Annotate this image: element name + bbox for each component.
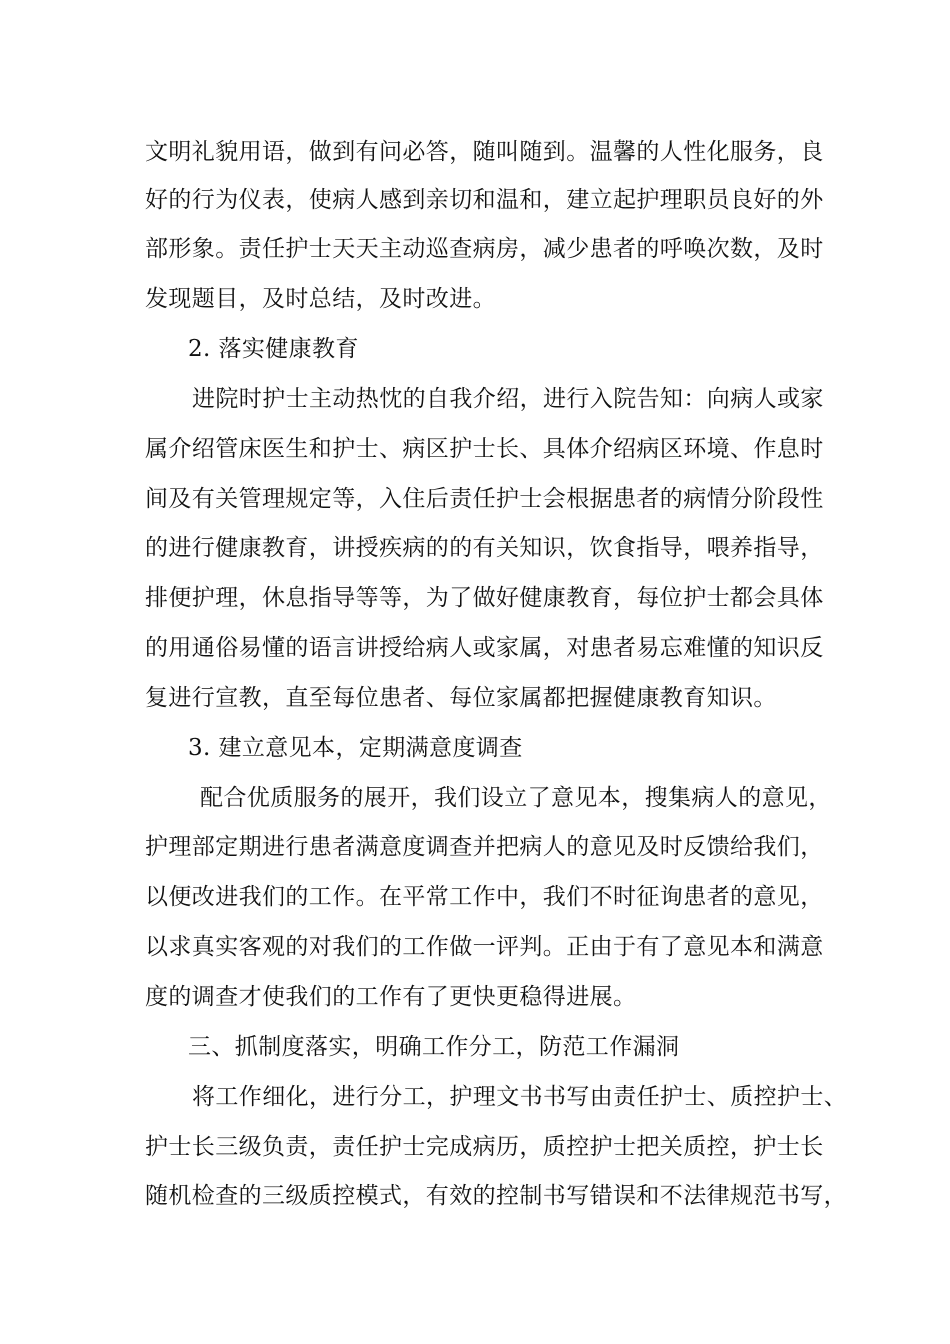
body-text-line: 护理部定期进行患者满意度调查并把病人的意见及时反馈给我们， [145,834,824,860]
section-heading: 2. 落实健康教育 [188,336,359,362]
paragraph-first-line: 进院时护士主动热忱的自我介绍，进行入院告知：向病人或家 [192,386,824,412]
body-text-line: 复进行宣教，直至每位患者、每位家属都把握健康教育知识。 [145,685,777,711]
paragraph-first-line: 将工作细化，进行分工，护理文书书写由责任护士、质控护士、 [192,1084,848,1110]
body-text-line: 部形象。责任护士天天主动巡查病房，减少患者的呼唤次数，及时 [145,236,824,262]
body-text-line: 文明礼貌用语，做到有问必答，随叫随到。温馨的人性化服务，良 [145,139,824,165]
body-text-line: 以便改进我们的工作。在平常工作中，我们不时征询患者的意见， [145,884,824,910]
section-heading: 3. 建立意见本，定期满意度调查 [188,735,523,761]
body-text-line: 发现题目，及时总结，及时改进。 [145,286,496,312]
body-text-line: 间及有关管理规定等，入住后责任护士会根据患者的病情分阶段性 [145,486,824,512]
body-text-line: 护士长三级负责，责任护士完成病历，质控护士把关质控，护士长 [145,1134,824,1160]
body-text-line: 属介绍管床医生和护士、病区护士长、具体介绍病区环境、作息时 [145,436,824,462]
paragraph-first-line: 配合优质服务的展开，我们设立了意见本，搜集病人的意见， [200,785,832,811]
body-text-line: 的进行健康教育，讲授疾病的的有关知识，饮食指导，喂养指导， [145,535,824,561]
body-text-line: 度的调查才使我们的工作有了更快更稳得进展。 [145,984,637,1010]
body-text-line: 排便护理，休息指导等等，为了做好健康教育，每位护士都会具体 [145,585,824,611]
body-text-line: 随机检查的三级质控模式，有效的控制书写错误和不法律规范书写， [145,1183,847,1209]
body-text-line: 的用通俗易懂的语言讲授给病人或家属，对患者易忘难懂的知识反 [145,635,824,661]
body-text-line: 好的行为仪表，使病人感到亲切和温和，建立起护理职员良好的外 [145,187,824,213]
section-heading: 三、抓制度落实，明确工作分工，防范工作漏洞 [188,1034,680,1060]
body-text-line: 以求真实客观的对我们的工作做一评判。正由于有了意见本和满意 [145,934,824,960]
